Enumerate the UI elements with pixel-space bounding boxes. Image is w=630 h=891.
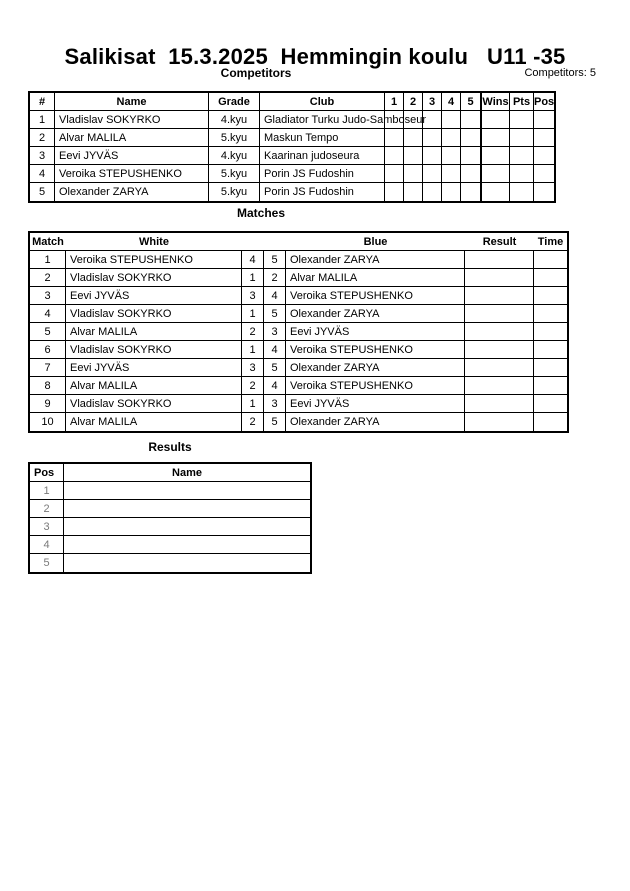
competitor-name: Alvar MALILA [55,129,209,146]
blue-competitor: Olexander ZARYA [286,251,465,268]
round-score-cell [404,129,423,146]
match-number: 2 [30,269,66,286]
round-score-cell [385,129,404,146]
result-name-cell [64,518,310,535]
time-cell [534,395,567,412]
col-header-name: Name [172,467,202,479]
competitor-club: Porin JS Fudoshin [260,183,385,201]
result-cell [465,251,534,268]
match-row [30,269,567,287]
white-competitor: Veroika STEPUSHENKO [66,251,242,268]
round-score-cell [461,111,480,128]
competitor-grade: 5.kyu [209,129,260,146]
competitor-club: Kaarinan judoseura [260,147,385,164]
time-cell [534,377,567,394]
pts-cell [510,165,534,182]
round-score-cell [385,147,404,164]
col-header-pts: Pts [510,93,534,110]
blue-competitor: Olexander ZARYA [286,305,465,322]
round-score-cell [461,165,480,182]
competitor-number: 3 [30,147,55,164]
result-cell [465,287,534,304]
blue-competitor-number: 4 [264,341,286,358]
wins-cell [480,147,510,164]
result-cell [465,377,534,394]
competitors-header-row [30,93,554,111]
match-number: 3 [30,287,66,304]
competitor-name: Eevi JYVÄS [55,147,209,164]
result-position: 5 [30,554,64,572]
competitor-grade: 4.kyu [209,147,260,164]
blue-competitor-number: 4 [264,377,286,394]
competitor-row [30,129,554,147]
pos-cell [534,165,554,182]
round-score-cell [442,165,461,182]
result-name-cell [64,482,310,499]
competitor-number: 4 [30,165,55,182]
blue-competitor-number: 2 [264,269,286,286]
match-number: 7 [30,359,66,376]
competitor-row [30,165,554,183]
match-number: 9 [30,395,66,412]
result-name-cell [64,536,310,553]
round-score-cell [442,147,461,164]
white-competitor: Vladislav SOKYRKO [66,269,242,286]
white-competitor: Alvar MALILA [66,377,242,394]
match-row [30,395,567,413]
match-number: 4 [30,305,66,322]
result-cell [465,359,534,376]
matches-section-title: Matches [236,206,286,220]
wins-cell [480,183,510,201]
col-header-club: Club [260,93,385,110]
competitor-club [260,111,427,128]
time-cell [534,287,567,304]
competitor-row [30,147,554,165]
white-competitor-number: 2 [242,413,264,431]
results-header-row [30,464,310,482]
result-cell [465,413,534,431]
result-position: 4 [30,536,64,553]
white-competitor: Alvar MALILA [66,413,242,431]
pts-cell [510,183,534,201]
results-section-title: Results [148,440,192,454]
blue-competitor: Alvar MALILA [286,269,465,286]
time-cell [534,323,567,340]
col-header-pos: Pos [30,464,64,481]
blue-competitor-number: 3 [264,395,286,412]
match-row [30,251,567,269]
wins-cell [480,165,510,182]
score-header-spacer [242,233,286,250]
white-competitor: Alvar MALILA [66,323,242,340]
match-number: 5 [30,323,66,340]
round-score-cell [442,111,461,128]
white-competitor-number: 1 [242,305,264,322]
white-competitor-number: 4 [242,251,264,268]
blue-competitor: Veroika STEPUSHENKO [286,341,465,358]
competitor-number: 1 [30,111,55,128]
col-header-result: Result [482,236,517,248]
col-header-match: Match [32,236,64,248]
result-name-cell [64,554,310,572]
competitor-club: Porin JS Fudoshin [260,165,385,182]
white-competitor-number: 1 [242,341,264,358]
match-row [30,413,567,431]
competitor-grade: 5.kyu [209,165,260,182]
blue-competitor: Veroika STEPUSHENKO [286,377,465,394]
col-header-round-2: 2 [404,93,423,110]
col-header-number: # [30,93,55,110]
white-competitor-number: 2 [242,323,264,340]
competitors-table [28,91,556,203]
white-competitor-number: 3 [242,287,264,304]
wins-cell [480,129,510,146]
white-competitor: Eevi JYVÄS [66,359,242,376]
competitor-name: Vladislav SOKYRKO [55,111,209,128]
col-header-pos: Pos [534,96,554,108]
white-competitor: Eevi JYVÄS [66,287,242,304]
round-score-cell [404,165,423,182]
blue-competitor-number: 3 [264,323,286,340]
pos-cell [534,183,554,201]
round-score-cell [404,147,423,164]
pts-cell [510,147,534,164]
result-row [30,554,310,572]
round-score-cell [423,129,442,146]
blue-competitor: Eevi JYVÄS [286,323,465,340]
col-header-white: White [139,236,169,248]
pos-cell [534,147,554,164]
blue-competitor-number: 5 [264,251,286,268]
time-cell [534,251,567,268]
competitor-row [30,183,554,201]
competitor-grade: 5.kyu [209,183,260,201]
result-cell [465,305,534,322]
competitor-club: Maskun Tempo [260,129,385,146]
match-number: 10 [30,413,66,431]
round-score-cell [442,129,461,146]
white-competitor-number: 2 [242,377,264,394]
col-header-round-4: 4 [442,93,461,110]
page-title: Salikisat 15.3.2025 Hemmingin koulu U11 -35 [64,44,566,69]
blue-competitor: Veroika STEPUSHENKO [286,287,465,304]
result-position: 1 [30,482,64,499]
round-score-cell [404,183,423,201]
result-cell [465,341,534,358]
time-cell [534,269,567,286]
competitor-row [30,111,554,129]
blue-competitor: Olexander ZARYA [286,359,465,376]
competitor-name: Olexander ZARYA [55,183,209,201]
result-row [30,482,310,500]
matches-header-row [30,233,567,251]
match-row [30,359,567,377]
pts-cell [510,129,534,146]
match-row [30,377,567,395]
results-table [28,462,312,574]
col-header-round-5: 5 [467,96,474,108]
round-score-cell [442,183,461,201]
competitor-grade: 4.kyu [209,111,260,128]
col-header-name: Name [55,93,209,110]
match-row [30,341,567,359]
competitors-count: Competitors: 5 [524,67,596,79]
col-header-grade: Grade [209,93,260,110]
competitor-number: 2 [30,129,55,146]
time-cell [534,305,567,322]
col-header-time: Time [537,236,564,248]
result-position: 3 [30,518,64,535]
result-cell [465,269,534,286]
col-header-round-1: 1 [385,93,404,110]
blue-competitor-number: 5 [264,359,286,376]
competitor-number: 5 [30,183,55,201]
competitor-name: Veroika STEPUSHENKO [55,165,209,182]
matches-table [28,231,569,433]
wins-cell [480,111,510,128]
match-row [30,305,567,323]
pos-cell [534,111,554,128]
white-competitor-number: 3 [242,359,264,376]
result-name-cell [64,500,310,517]
white-competitor-number: 1 [242,395,264,412]
time-cell [534,413,567,431]
round-score-cell [423,165,442,182]
result-position: 2 [30,500,64,517]
round-score-cell [385,165,404,182]
pos-cell [534,129,554,146]
round-score-cell [461,147,480,164]
result-cell [465,323,534,340]
competitors-section-title: Competitors [220,66,292,80]
white-competitor: Vladislav SOKYRKO [66,305,242,322]
result-row [30,536,310,554]
result-row [30,500,310,518]
time-cell [534,341,567,358]
white-competitor: Vladislav SOKYRKO [66,341,242,358]
round-score-cell [423,183,442,201]
match-number: 6 [30,341,66,358]
time-cell [534,359,567,376]
competitor-club-text: Gladiator Turku Judo-Samboseur [264,114,427,126]
result-row [30,518,310,536]
col-header-wins: Wins [480,93,510,110]
round-score-cell [385,183,404,201]
match-number: 8 [30,377,66,394]
blue-competitor-number: 4 [264,287,286,304]
blue-competitor: Olexander ZARYA [286,413,465,431]
round-score-cell [461,183,480,201]
match-row [30,323,567,341]
match-row [30,287,567,305]
match-number: 1 [30,251,66,268]
col-header-blue: Blue [363,236,388,248]
col-header-round-3: 3 [423,93,442,110]
pts-cell [510,111,534,128]
white-competitor-number: 1 [242,269,264,286]
blue-competitor-number: 5 [264,413,286,431]
result-cell [465,395,534,412]
blue-competitor: Eevi JYVÄS [286,395,465,412]
round-score-cell [461,129,480,146]
blue-competitor-number: 5 [264,305,286,322]
white-competitor: Vladislav SOKYRKO [66,395,242,412]
round-score-cell [423,147,442,164]
